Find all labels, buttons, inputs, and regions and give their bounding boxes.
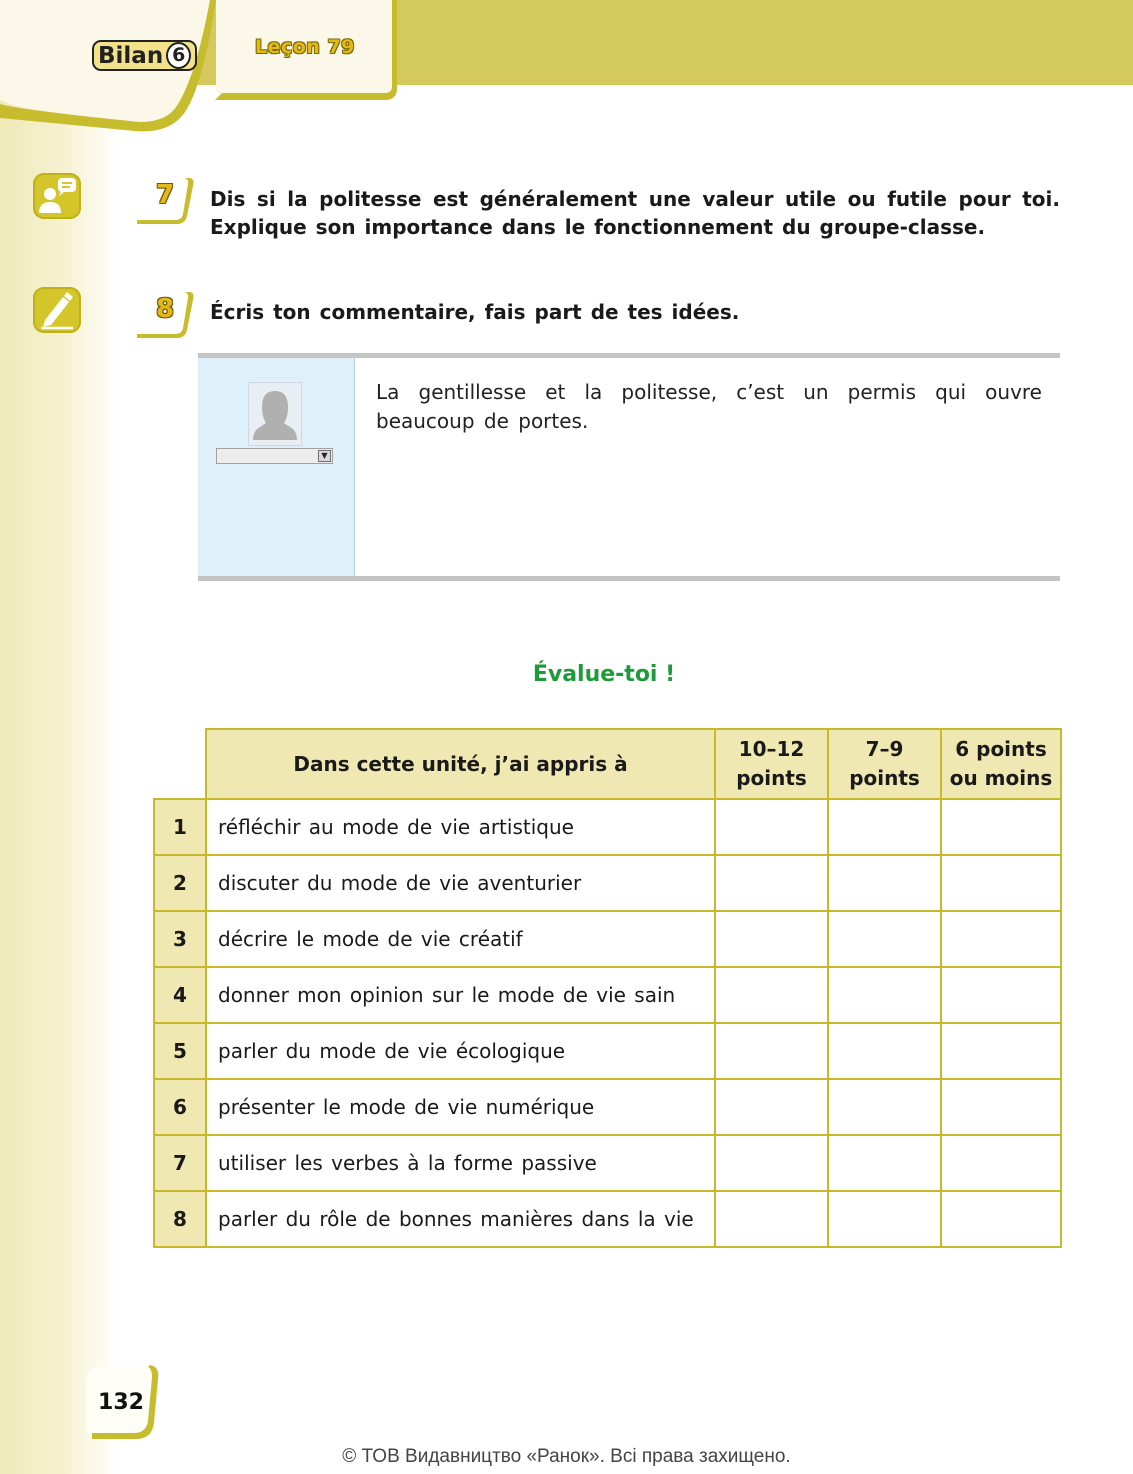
header-tab-shape <box>0 0 420 140</box>
row-skill: utiliser les verbes à la forme passive <box>206 1135 715 1191</box>
table-row <box>154 1079 1061 1135</box>
row-number: 5 <box>154 1023 206 1079</box>
table-header-row <box>154 729 1061 799</box>
bilan-badge <box>92 40 197 71</box>
score-cell-10-12[interactable] <box>715 799 828 855</box>
table-row <box>154 967 1061 1023</box>
score-cell-7-9[interactable] <box>828 855 941 911</box>
table-row <box>154 799 1061 855</box>
chevron-down-icon[interactable]: ▼ <box>318 450 331 462</box>
score-cell-7-9[interactable] <box>828 799 941 855</box>
score-cell-6-or-less[interactable] <box>941 1191 1061 1247</box>
exercise-number: 8 <box>155 294 175 324</box>
row-number: 6 <box>154 1079 206 1135</box>
score-cell-10-12[interactable] <box>715 911 828 967</box>
score-cell-10-12[interactable] <box>715 1191 828 1247</box>
row-skill: discuter du mode de vie aventurier <box>206 855 715 911</box>
table-row <box>154 1023 1061 1079</box>
copyright-notice: © ТОВ Видавництво «Ранок». Всі права захищено. <box>342 1446 791 1467</box>
score-cell-7-9[interactable] <box>828 1191 941 1247</box>
exercise-number-badge <box>135 290 195 336</box>
score-cell-10-12[interactable] <box>715 967 828 1023</box>
author-dropdown[interactable] <box>216 448 333 464</box>
comment-box <box>198 353 1060 581</box>
score-cell-6-or-less[interactable] <box>941 967 1061 1023</box>
score-cell-6-or-less[interactable] <box>941 799 1061 855</box>
exercise-instruction: Écris ton commentaire, fais part de tes idées. <box>210 300 740 324</box>
row-skill: réfléchir au mode de vie artistique <box>206 799 715 855</box>
page-number: 132 <box>98 1390 144 1415</box>
row-number: 7 <box>154 1135 206 1191</box>
bilan-label: Bilan <box>98 42 164 69</box>
header-blank-cell <box>154 729 206 799</box>
score-cell-10-12[interactable] <box>715 1079 828 1135</box>
header-skill: Dans cette unité, j’ai appris à <box>206 729 715 799</box>
row-number: 8 <box>154 1191 206 1247</box>
score-cell-7-9[interactable] <box>828 1135 941 1191</box>
row-skill: parler du mode de vie écologique <box>206 1023 715 1079</box>
exercise-instruction: Dis si la politesse est généralement une valeur utile ou futile pour toi. Explique son importance dans le fonctionnement du groupe-classe. <box>210 187 1060 239</box>
score-cell-10-12[interactable] <box>715 1023 828 1079</box>
score-cell-6-or-less[interactable] <box>941 911 1061 967</box>
avatar <box>248 382 302 446</box>
row-number: 2 <box>154 855 206 911</box>
row-number: 1 <box>154 799 206 855</box>
row-number: 4 <box>154 967 206 1023</box>
self-evaluation-table <box>153 728 1062 1248</box>
score-cell-6-or-less[interactable] <box>941 1135 1061 1191</box>
lecon-label: Leçon 79 <box>255 36 355 58</box>
exercise-number: 7 <box>155 180 175 210</box>
score-cell-6-or-less[interactable] <box>941 1079 1061 1135</box>
row-skill: parler du rôle de bonnes manières dans la vie <box>206 1191 715 1247</box>
row-skill: donner mon opinion sur le mode de vie sain <box>206 967 715 1023</box>
user-silhouette-icon <box>249 383 301 445</box>
header-6-points-or-less: 6 points ou moins <box>941 729 1061 799</box>
side-margin-gradient <box>0 0 120 1474</box>
table-row <box>154 1191 1061 1247</box>
header-7-9-points: 7–9 points <box>828 729 941 799</box>
writing-icon <box>33 287 81 333</box>
table-row <box>154 911 1061 967</box>
header-10-12-points: 10–12 points <box>715 729 828 799</box>
score-cell-7-9[interactable] <box>828 967 941 1023</box>
score-cell-10-12[interactable] <box>715 855 828 911</box>
score-cell-7-9[interactable] <box>828 1079 941 1135</box>
score-cell-6-or-less[interactable] <box>941 855 1061 911</box>
score-cell-7-9[interactable] <box>828 911 941 967</box>
score-cell-6-or-less[interactable] <box>941 1023 1061 1079</box>
comment-author-panel <box>198 358 355 576</box>
table-row <box>154 855 1061 911</box>
row-number: 3 <box>154 911 206 967</box>
score-cell-7-9[interactable] <box>828 1023 941 1079</box>
score-cell-10-12[interactable] <box>715 1135 828 1191</box>
bilan-number: 6 <box>166 42 191 69</box>
exercise-number-badge <box>135 176 195 222</box>
evaluation-title: Évalue-toi ! <box>532 662 676 687</box>
comment-text: La gentillesse et la politesse, c’est un permis qui ouvre beaucoup de portes. <box>376 380 1042 433</box>
table-row <box>154 1135 1061 1191</box>
row-skill: décrire le mode de vie créatif <box>206 911 715 967</box>
row-skill: présenter le mode de vie numérique <box>206 1079 715 1135</box>
speaking-icon <box>33 173 81 219</box>
